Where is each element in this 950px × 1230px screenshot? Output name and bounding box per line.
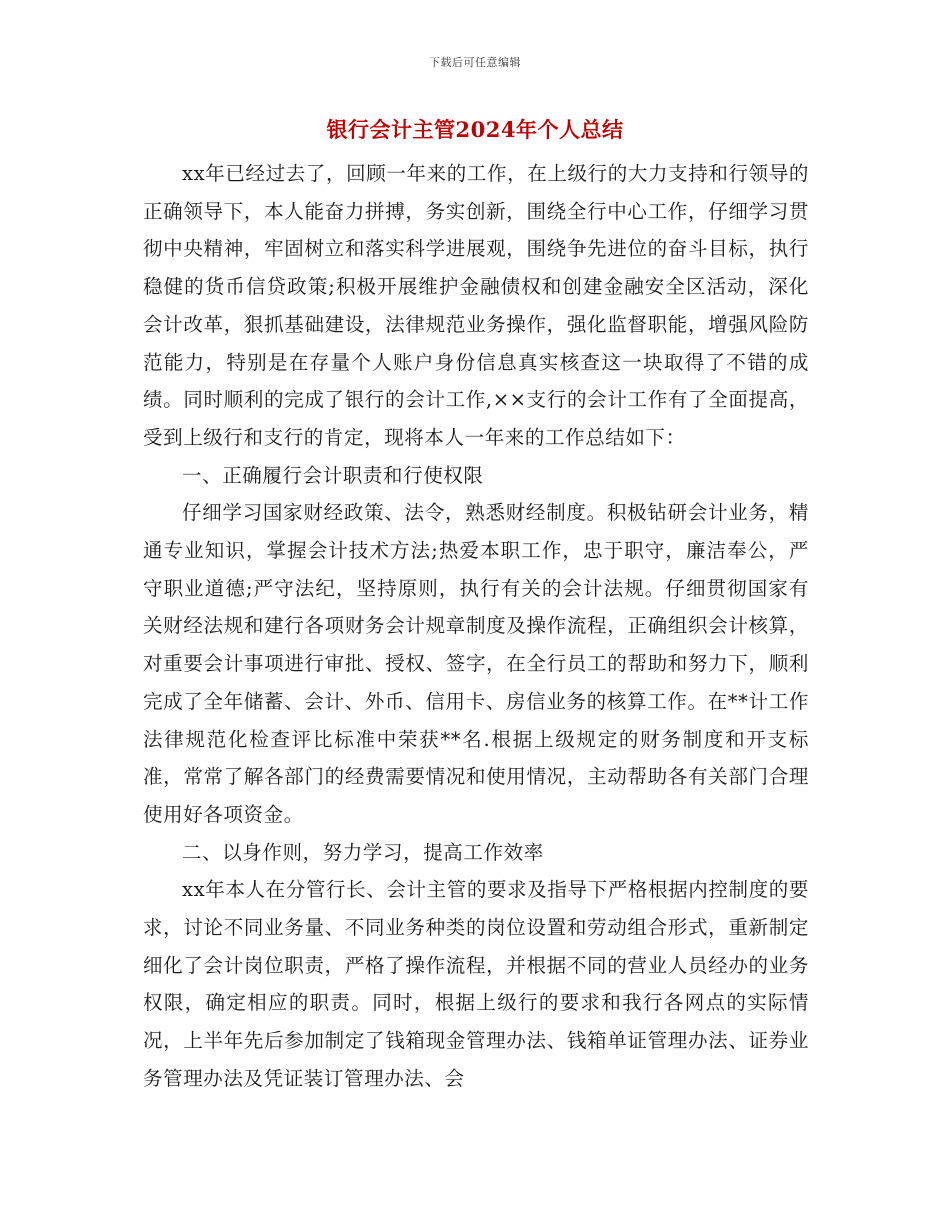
header-note: 下载后可任意编辑 (429, 56, 521, 69)
paragraph-section-2: xx年本人在分管行长、会计主管的要求及指导下严格根据内控制度的要求，讨论不同业务量、不同业务种类的岗位设置和劳动组合形式，重新制定细化了会计岗位职责，严格了操作流程，并根据不同的营业人员经办的业务权限，确定相应的职责。同时，根据上级行的要求和我行各网点的实际情况，上半年先后参加制定了钱箱现金管理办法、钱箱单证管理办法、证券业务管理办法及凭证装订管理办法、会 (143, 878, 809, 1090)
paragraph-intro: xx年已经过去了，回顾一年来的工作，在上级行的大力支持和行领导的正确领导下，本人能奋力拼搏，务实创新，围绕全行中心工作，仔细学习贯彻中央精神，牢固树立和落实科学进展观，围绕争先进位的奋斗目标，执行稳健的货币信贷政策;积极开展维护金融债权和创建金融安全区活动，深化会计改革，狠抓基础建设，法律规范业务操作，强化监督职能，增强风险防范能力，特别是在存量个人账户身份信息真实核查这一块取得了不错的成绩。同时顺利的完成了银行的会计工作,××支行的会计工作有了全面提高，受到上级行和支行的肯定，现将本人一年来的工作总结如下： (143, 162, 809, 449)
document-body (143, 155, 809, 1098)
section-heading-2: 二、以身作则，努力学习，提高工作效率 (182, 840, 544, 864)
document-title: 银行会计主管2024年个人总结 (326, 117, 624, 142)
section-heading-1: 一、正确履行会计职责和行使权限 (182, 463, 484, 487)
paragraph-section-1: 仔细学习国家财经政策、法令，熟悉财经制度。积极钻研会计业务，精通专业知识，掌握会计技术方法;热爱本职工作，忠于职守，廉洁奉公，严守职业道德;严守法纪，坚持原则，执行有关的会计法规。仔细贯彻国家有关财经法规和建行各项财务会计规章制度及操作流程，正确组织会计核算，对重要会计事项进行审批、授权、签字，在全行员工的帮助和努力下，顺利完成了全年储蓄、会计、外币、信用卡、房信业务的核算工作。在**计工作法律规范化检查评比标准中荣获**名.根据上级规定的财务制度和开支标准，常常了解各部门的经费需要情况和使用情况，主动帮助各有关部门合理使用好各项资金。 (143, 501, 809, 826)
